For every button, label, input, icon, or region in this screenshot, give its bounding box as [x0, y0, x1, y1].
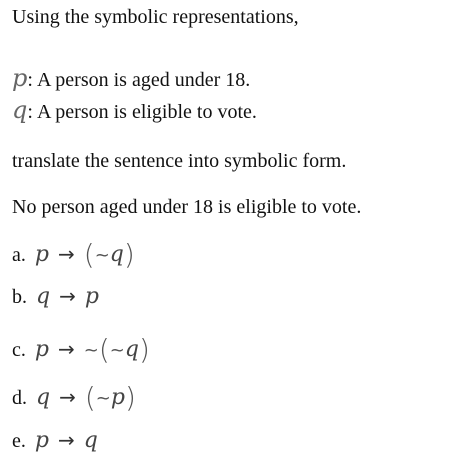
option-d[interactable] [12, 381, 136, 414]
definition-separator: : [27, 69, 33, 91]
implies-arrow: → [59, 284, 76, 308]
option-right-var: q [109, 242, 124, 267]
negation: ~ [109, 340, 125, 361]
right-paren: ) [123, 238, 135, 271]
option-left-var: q [36, 385, 51, 410]
variable-p: p [12, 64, 28, 92]
definition-p [12, 64, 250, 92]
negation: ~ [83, 340, 99, 361]
option-right-var: p [110, 385, 125, 410]
instruction-text: translate the sentence into symbolic form. [12, 150, 347, 172]
option-label: e. [12, 430, 26, 452]
sentence-text: No person aged under 18 is eligible to vote. [12, 196, 362, 218]
option-right-var: q [124, 337, 139, 362]
implies-arrow: → [57, 428, 75, 452]
option-left-var: p [34, 242, 49, 267]
option-label: d. [12, 387, 27, 409]
definition-q [12, 96, 257, 124]
variable-q: q [12, 96, 28, 124]
left-paren: ( [84, 381, 96, 414]
option-a[interactable] [12, 238, 135, 271]
left-paren: ( [83, 238, 95, 271]
definition-q-text: A person is eligible to vote. [36, 101, 257, 123]
option-e[interactable] [12, 428, 98, 453]
definition-separator: : [27, 101, 33, 123]
option-left-var: p [34, 337, 49, 362]
option-label: b. [12, 286, 27, 308]
implies-arrow: → [57, 337, 75, 361]
definition-p-text: A person is aged under 18. [36, 69, 251, 91]
option-right-var: q [83, 428, 98, 453]
right-paren: ) [124, 381, 136, 414]
option-label: c. [12, 339, 26, 361]
option-b[interactable] [12, 284, 99, 309]
negation: ~ [94, 245, 110, 266]
left-paren: ( [98, 333, 110, 366]
option-left-var: p [34, 428, 49, 453]
intro-text: Using the symbolic representations, [12, 6, 299, 28]
option-right-var: p [84, 284, 99, 309]
implies-arrow: → [59, 385, 76, 409]
right-paren: ) [138, 333, 150, 366]
option-label: a. [12, 244, 26, 266]
negation: ~ [95, 388, 111, 409]
implies-arrow: → [57, 242, 75, 266]
option-left-var: q [36, 284, 51, 309]
option-c[interactable] [12, 333, 150, 366]
